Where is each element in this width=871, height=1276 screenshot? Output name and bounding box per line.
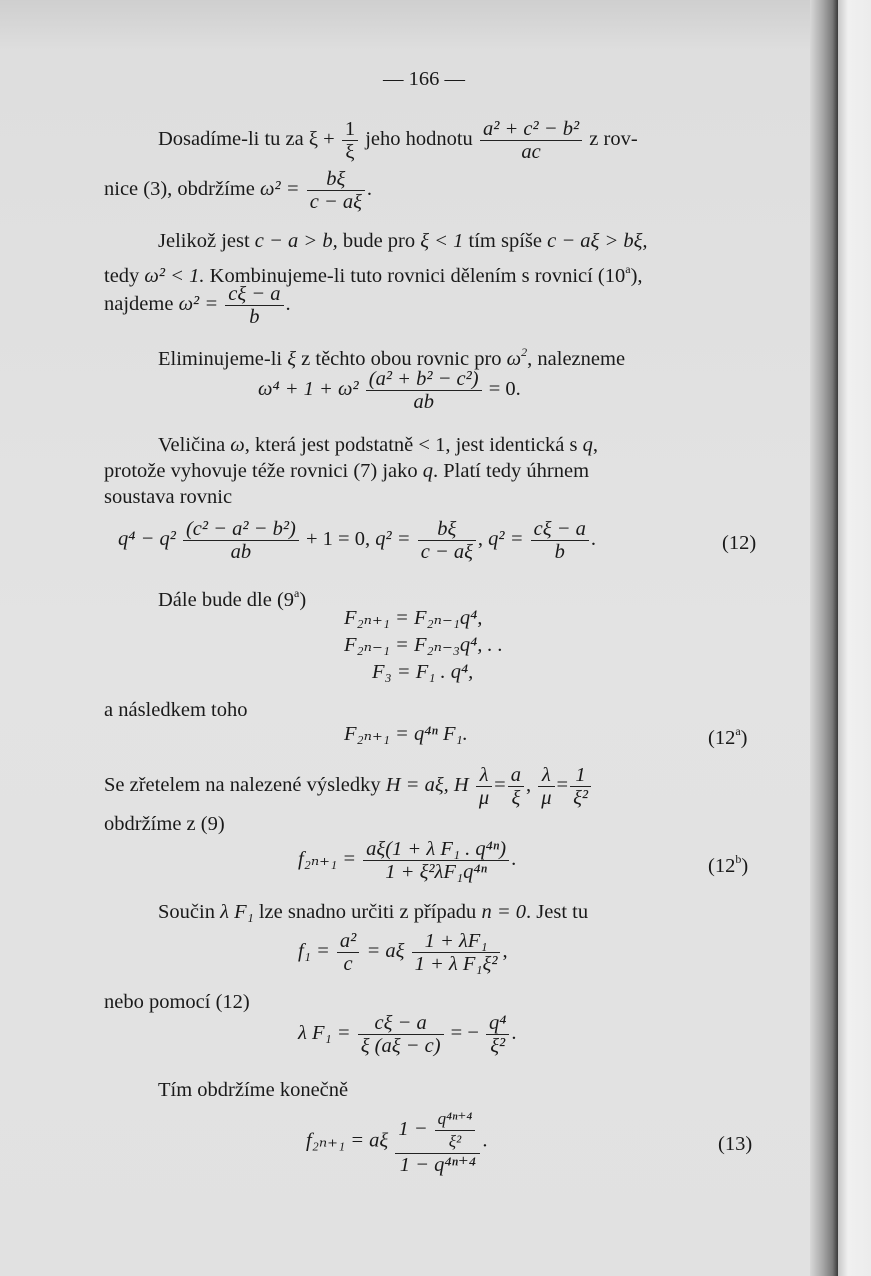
equation-13: f₂ₙ₊₁ = aξ 1 − $\frac{\text{q⁴ⁿ⁺⁴}}{\text{ξ²}}$ 1 − q⁴ⁿ⁺⁴ . <box>306 1109 488 1176</box>
paragraph-9: nebo pomocí (12) <box>104 991 250 1013</box>
equation-system-12: q⁴ − q² $\frac{\text{(c² − a² − b²)}}{ab}$ + 1 = 0, q² = $\frac{b\xi}{c - a\xi}$ , q² = $\frac{c\xi - a}{b}$ . <box>118 518 596 563</box>
paragraph-2-line-3: najdeme ω² = $\frac{c\xi - a}{b}$ . <box>104 283 291 328</box>
fraction-a2c2b2-over-ac: $\frac{\text{a² + c² − b²}}{ac}$ <box>480 118 582 163</box>
facing-page-edge <box>838 0 871 1276</box>
fraction-one-over-xi: $\frac{1}{\xi}$ <box>342 118 358 163</box>
paragraph-1-line-2: nice (3), obdržíme ω² = $\frac{b\xi}{c - a\xi}$ . <box>104 168 373 213</box>
paragraph-7-line-1: Se zřetelem na nalezené výsledky H = aξ, H $\frac{\lambda}{\mu}$ = $\frac{a}{\xi}$ , $\frac{\lambda}{\mu}$ = $\frac{1}{\text{ξ²}}$ <box>104 764 593 809</box>
paragraph-1-line-1: Dosadíme-li tu za ξ + $\frac{1}{\xi}$ jeho hodnotu $\frac{\text{a² + c² − b²}}{ac}$ z rov- <box>158 118 638 163</box>
paragraph-8: Součin λ F₁ lze snadno určiti z případu n = 0. Jest tu <box>158 901 589 923</box>
equation-number-12b: (12$^b$) <box>708 852 749 877</box>
equation-f1: f₁ = $\frac{\text{a²}}{c}$ = aξ $\frac{\text{1 + λF₁}}{\text{1 + λ F₁ξ²}}$ , <box>298 930 508 975</box>
paragraph-4-line-2: protože vyhovuje téže rovnici (7) jako q. Platí tedy úhrnem <box>104 460 590 482</box>
equation-number-12a: (12$^a$) <box>708 724 748 749</box>
paragraph-6: a následkem toho <box>104 699 248 721</box>
paragraph-2-line-2: tedy ω² < 1. Kombinujeme-li tuto rovnici dělením s rovnicí (10$^a$), <box>104 262 643 287</box>
equation-elimination: ω⁴ + 1 + ω² $\frac{\text{(a² + b² − c²)}}{ab}$ = 0. <box>258 368 521 413</box>
recurrence-3: F₃ = F₁ . q⁴, <box>372 661 474 683</box>
fraction-cxi-a-over-b: $\frac{c\xi - a}{b}$ <box>225 283 283 328</box>
paragraph-5: Dále bude dle (9$^a$) <box>158 586 307 611</box>
paragraph-4-line-3: soustava rovnic <box>104 486 233 508</box>
equation-12b: f₂ₙ₊₁ = $\frac{\text{aξ(1 + λ F₁ . q⁴ⁿ)}}{\text{1 + ξ²λF₁q⁴ⁿ}}$ . <box>298 838 517 883</box>
paragraph-4-line-1: Veličina ω, která jest podstatně < 1, jest identická s q, <box>158 434 598 456</box>
paragraph-3-line-1: Eliminujeme-li ξ z těchto obou rovnic pro $\omega^2$, nalezneme <box>158 345 626 370</box>
equation-number-12: (12) <box>722 532 757 554</box>
recurrence-1: F₂ₙ₊₁ = F₂ₙ₋₁q⁴, <box>344 607 483 629</box>
paragraph-10: Tím obdržíme konečně <box>158 1079 349 1101</box>
equation-number-13: (13) <box>718 1133 753 1155</box>
fraction-bxi-over-c-axi: $\frac{b\xi}{c - a\xi}$ <box>307 168 365 213</box>
equation-12a: F₂ₙ₊₁ = q⁴ⁿ F₁. <box>344 723 468 745</box>
page-number: — 166 — <box>383 68 465 90</box>
paragraph-7-line-2: obdržíme z (9) <box>104 813 225 835</box>
page-gutter-shadow <box>810 0 838 1276</box>
equation-lambda-F1: λ F₁ = $\frac{c\xi - a}{\xi (a\xi - c)}$ = − $\frac{\text{q⁴}}{\text{ξ²}}$ . <box>298 1012 517 1057</box>
recurrence-2: F₂ₙ₋₁ = F₂ₙ₋₃q⁴, . . <box>344 634 503 656</box>
paragraph-2-line-1: Jelikož jest c − a > b, bude pro ξ < 1 tím spíše c − aξ > bξ, <box>158 230 648 252</box>
